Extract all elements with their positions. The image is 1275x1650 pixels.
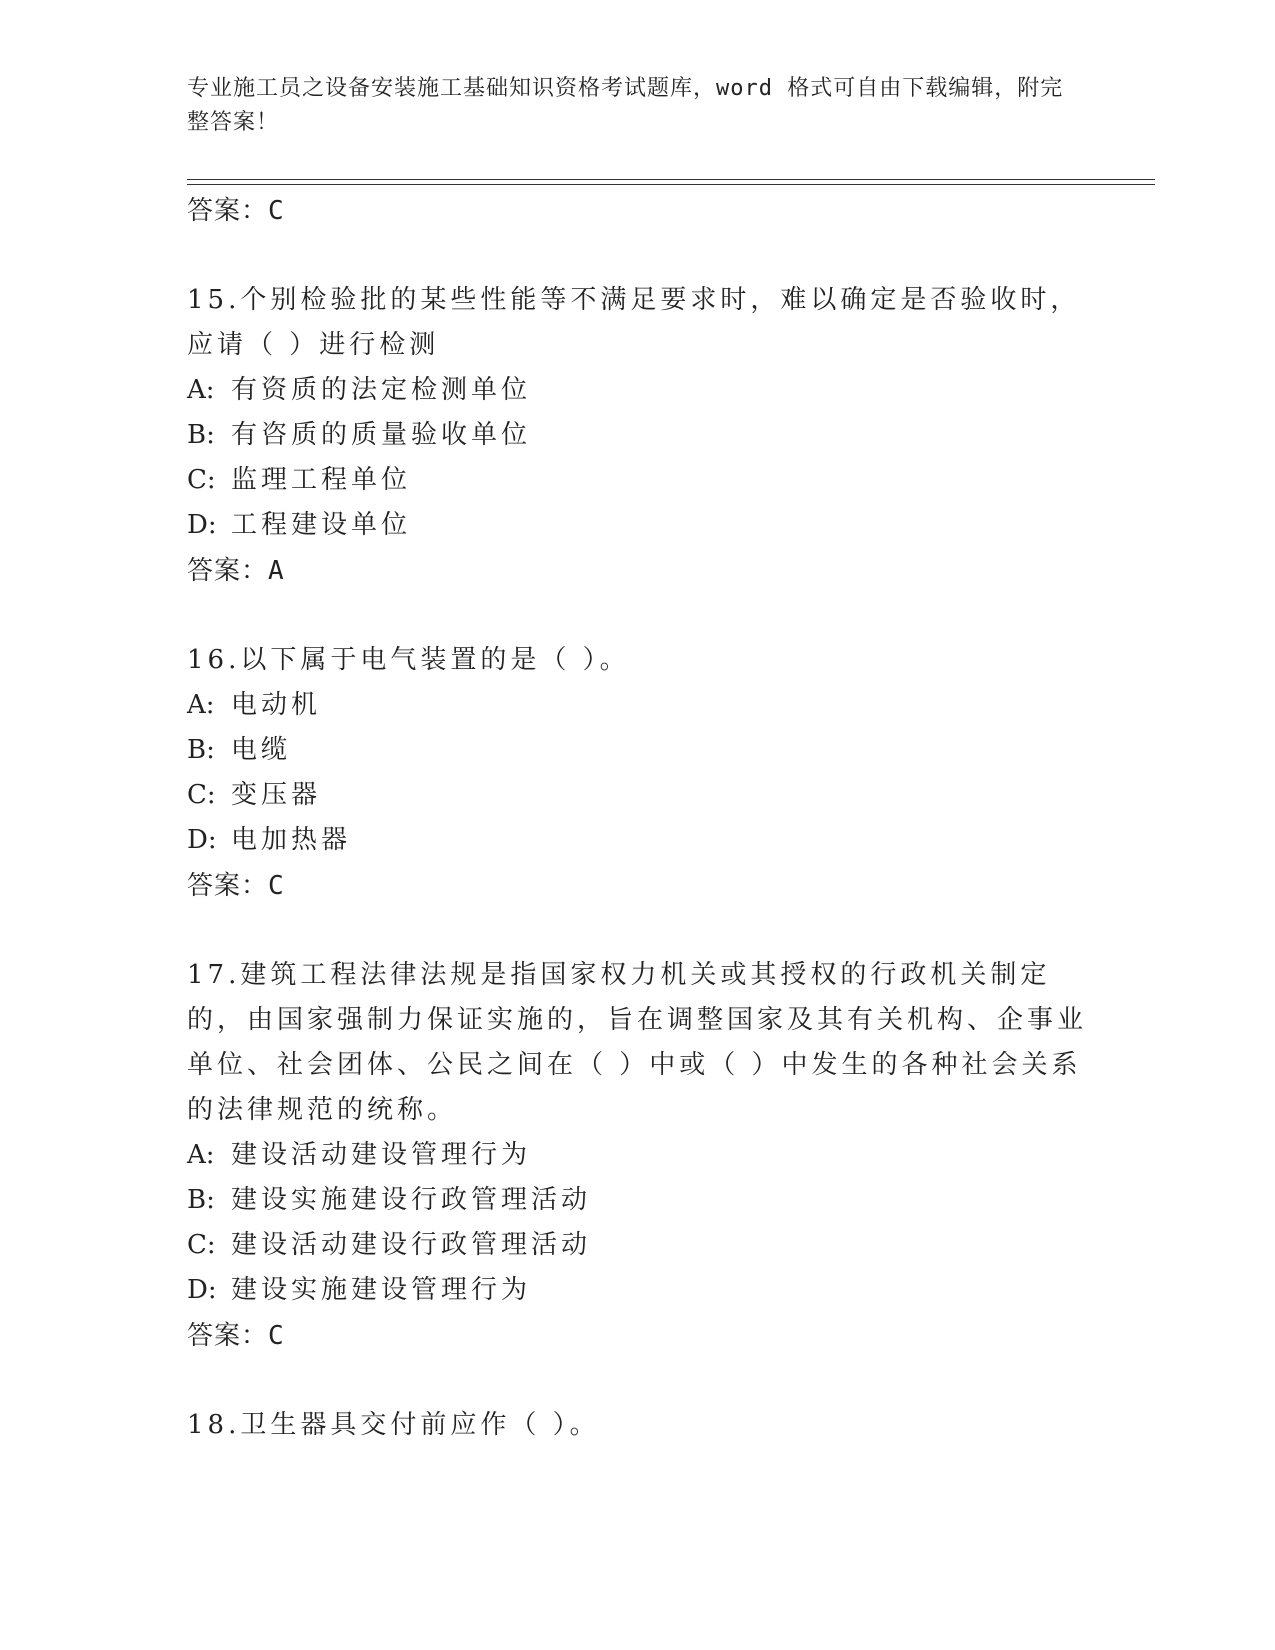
option-key: A: — [187, 375, 215, 405]
option-text: 有资质的法定检测单位 — [231, 375, 532, 405]
question-text: 16.以下属于电气装置的是（ ）。 — [187, 645, 630, 675]
answer-label: 答案： — [187, 196, 269, 226]
option-d — [187, 503, 1087, 548]
question-text: 15.个别检验批的某些性能等不满足要求时，难以确定是否验收时，应请（ ）进行检测 — [187, 285, 1081, 360]
answer-value: C — [268, 871, 285, 901]
answer-value: C — [268, 1321, 285, 1351]
option-text: 建设实施建设行政管理活动 — [231, 1185, 592, 1215]
option-text: 电动机 — [231, 690, 322, 720]
question-text: 18.卫生器具交付前应作（ ）。 — [187, 1410, 600, 1440]
option-c — [187, 458, 1087, 503]
question-block — [187, 1403, 1087, 1448]
option-text: 电加热器 — [231, 825, 352, 855]
option-text: 建设活动建设行政管理活动 — [231, 1230, 592, 1260]
answer-label: 答案： — [187, 1321, 269, 1351]
page-header: 专业施工员之设备安装施工基础知识资格考试题库，word 格式可自由下载编辑，附完整答案！ — [187, 76, 1064, 135]
option-key: B: — [187, 735, 215, 765]
option-key: C: — [187, 780, 216, 810]
answer-line — [187, 863, 1087, 909]
option-key: D: — [187, 510, 217, 540]
option-key: A: — [187, 1140, 215, 1170]
option-b — [187, 1178, 1087, 1223]
option-b — [187, 413, 1087, 458]
option-key: C: — [187, 1230, 216, 1260]
document-body — [187, 188, 1087, 1448]
option-key: B: — [187, 1185, 215, 1215]
answer-line — [187, 1313, 1087, 1359]
option-text: 建设实施建设管理行为 — [231, 1275, 532, 1305]
header-rule-top — [187, 179, 1155, 180]
question-text: 17.建筑工程法律法规是指国家权力机关或其授权的行政机关制定的，由国家强制力保证实施的，旨在调整国家及其有关机构、企事业单位、社会团体、公民之间在（ ）中或（ ）中发生的各种社会关系的法律规范的统称。 — [187, 960, 1088, 1125]
option-a — [187, 683, 1087, 728]
option-text: 变压器 — [231, 780, 322, 810]
answer-value: C — [268, 196, 285, 226]
answer-label: 答案： — [187, 871, 269, 901]
header-rule-bottom — [187, 184, 1155, 185]
option-key: D: — [187, 1275, 217, 1305]
option-text: 监理工程单位 — [231, 465, 412, 495]
option-a — [187, 1133, 1087, 1178]
option-d — [187, 818, 1087, 863]
option-key: D: — [187, 825, 217, 855]
option-text: 建设活动建设管理行为 — [231, 1140, 532, 1170]
option-text: 有咨质的质量验收单位 — [231, 420, 532, 450]
option-c — [187, 773, 1087, 818]
option-text: 工程建设单位 — [231, 510, 412, 540]
option-b — [187, 728, 1087, 773]
question-block — [187, 278, 1087, 594]
option-d — [187, 1268, 1087, 1313]
answer-line — [187, 188, 1087, 234]
answer-label: 答案： — [187, 556, 269, 586]
answer-line — [187, 548, 1087, 594]
question-block — [187, 638, 1087, 909]
answer-value: A — [268, 556, 285, 586]
option-c — [187, 1223, 1087, 1268]
option-key: B: — [187, 420, 215, 450]
option-key: A: — [187, 690, 215, 720]
option-a — [187, 368, 1087, 413]
question-block — [187, 953, 1087, 1359]
option-text: 电缆 — [231, 735, 292, 765]
option-key: C: — [187, 465, 216, 495]
